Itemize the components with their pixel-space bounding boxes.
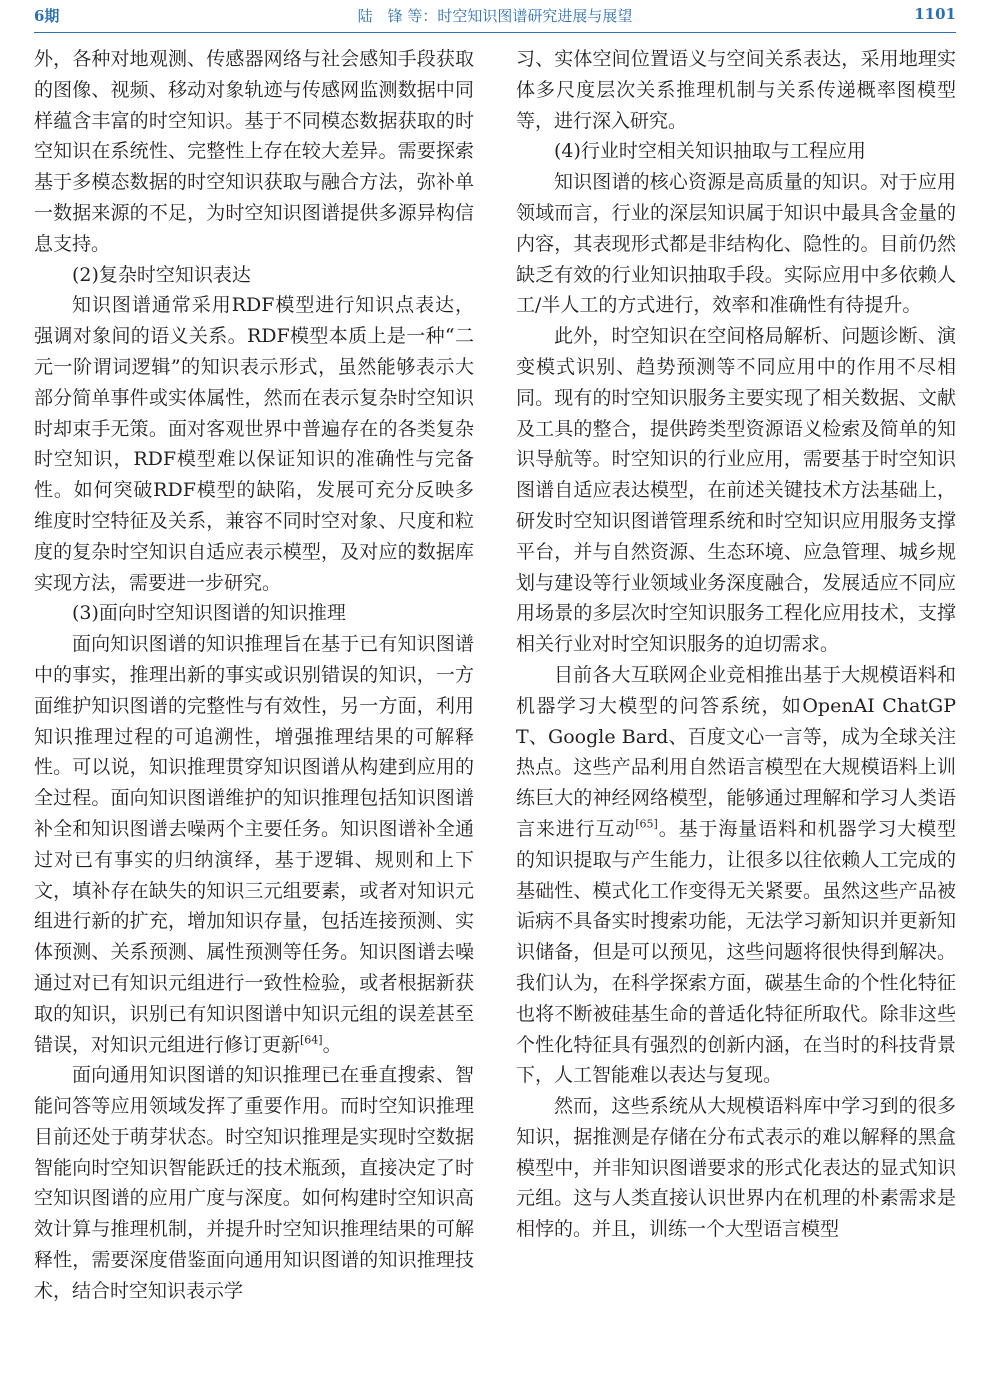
paragraph-text: 知识图谱通常采用RDF模型进行知识点表达，强调对象间的语义关系。RDF模型本质上是一种“二元一阶谓词逻辑”的知识表示形式，虽然能够表示大部分简单事件或实体属性，然而在表示复杂时空知识时却束手无策。面对客观世界中普遍存在的各类复杂时空知识，RDF模型难以保证知识的准确性与完备性。如何突破RDF模型的缺陷，发展可充分反映多维度时空特征及关系，兼容不同时空对象、尺度和粒度的复杂时空知识自适应表示模型，及对应的数据库实现方法，需要进一步研究。: [34, 294, 474, 594]
paragraph-text: 面向通用知识图谱的知识推理已在垂直搜索、智能问答等应用领域发挥了重要作用。而时空知识推理目前还处于萌芽状态。时空知识推理是实现时空数据智能向时空知识智能跃迁的技术瓶颈，直接决定了时空知识图谱的应用广度与深度。如何构建时空知识高效计算与推理机制，并提升时空知识推理结果的可解释性，需要深度借鉴面向通用知识图谱的知识推理技术，结合时空知识表示学: [34, 1064, 474, 1302]
paragraph-text: 然而，这些系统从大规模语料库中学习到的很多知识，据推测是存储在分布式表示的难以解释的黑盒模型中，并非知识图谱要求的形式化表达的显式知识元组。这与人类直接认识世界内在机理的朴素需求是相悖的。并且，训练一个大型语言模型: [516, 1095, 956, 1241]
body-paragraph: [34, 290, 474, 598]
body-paragraph: [516, 321, 956, 660]
citation-ref: [65]: [635, 817, 658, 831]
section-heading: [34, 260, 474, 291]
body-paragraph: [34, 629, 474, 1060]
section-heading: [34, 598, 474, 629]
paragraph-tail: 。基于海量语料和机器学习大模型的知识提取与产生能力，让很多以往依赖人工完成的基础性、模式化工作变得无关紧要。虽然这些产品被诟病不具备实时搜索功能，无法学习新知识并更新知识储备，但是可以预见，这些问题将很快得到解决。我们认为，在科学探索方面，碳基生命的个性化特征也将不断被硅基生命的普适化特征所取代。除非这些个性化特征具有强烈的创新内涵，在当时的科技背景下，人工智能难以表达与复现。: [516, 817, 956, 1087]
issue-label: 6期: [34, 7, 60, 25]
running-title: 陆 锋 等：时空知识图谱研究进展与展望: [357, 7, 633, 25]
paragraph-text: 面向知识图谱的知识推理旨在基于已有知识图谱中的事实，推理出新的事实或识别错误的知识，一方面维护知识图谱的完整性与有效性，另一方面，利用知识推理过程的可追溯性，增强推理结果的可解释性。可以说，知识推理贯穿知识图谱从构建到应用的全过程。面向知识图谱维护的知识推理包括知识图谱补全和知识图谱去噪两个主要任务。知识图谱补全通过对已有事实的归纳演绎，基于逻辑、规则和上下文，填补存在缺失的知识三元组要素，或者对知识元组进行新的扩充，增加知识存量，包括连接预测、实体预测、关系预测、属性预测等任务。知识图谱去噪通过对已有知识元组进行一致性检验，或者根据新获取的知识，识别已有知识图谱中知识元组的误差甚至错误，对知识元组进行修订更新: [34, 633, 474, 1056]
left-column: [34, 44, 474, 1383]
paragraph-tail: 。: [322, 1033, 342, 1056]
paragraph-text: 目前各大互联网企业竞相推出基于大规模语料和机器学习大模型的问答系统，如OpenAI ChatGPT、Google Bard、百度文心一言等，成为全球关注热点。这些产品利用自然语言模型在大规模语料上训练巨大的神经网络模型，能够通过理解和学习人类语言来进行互动: [516, 663, 956, 840]
paragraph-text: 知识图谱的核心资源是高质量的知识。对于应用领域而言，行业的深层知识属于知识中最具含金量的内容，其表现形式都是非结构化、隐性的。目前仍然缺乏有效的行业知识抽取手段。实际应用中多依赖人工/半人工的方式进行，效率和准确性有待提升。: [516, 171, 956, 317]
paragraph-text: (3)面向时空知识图谱的知识推理: [72, 602, 346, 625]
running-header: [34, 0, 956, 32]
paragraph-text: 此外，时空知识在空间格局解析、问题诊断、演变模式识别、趋势预测等不同应用中的作用不尽相同。现有的时空知识服务主要实现了相关数据、文献及工具的整合，提供跨类型资源语义检索及简单的知识导航等。时空知识的行业应用，需要基于时空知识图谱自适应表达模型，在前述关键技术方法基础上，研发时空知识图谱管理系统和时空知识应用服务支撑平台，并与自然资源、生态环境、应急管理、城乡规划与建设等行业领域业务深度融合，发展适应不同应用场景的多层次时空知识服务工程化应用技术，支撑相关行业对时空知识服务的迫切需求。: [516, 325, 956, 656]
right-column: [516, 44, 956, 1383]
body-paragraph: [516, 660, 956, 1091]
body-paragraph: [34, 44, 474, 260]
page-number: 1101: [914, 5, 956, 23]
paragraph-text: (4)行业时空相关知识抽取与工程应用: [554, 140, 866, 163]
paragraph-text: 外，各种对地观测、传感器网络与社会感知手段获取的图像、视频、移动对象轨迹与传感网监测数据中同样蕴含丰富的时空知识。基于不同模态数据获取的时空知识在系统性、完整性上存在较大差异。需要探索基于多模态数据的时空知识获取与融合方法，弥补单一数据来源的不足，为时空知识图谱提供多源异构信息支持。: [34, 48, 474, 255]
body-paragraph: [34, 1060, 474, 1306]
body-paragraph: [516, 1091, 956, 1245]
paragraph-text: (2)复杂时空知识表达: [72, 263, 251, 286]
section-heading: [516, 136, 956, 167]
header-rule: [34, 32, 956, 33]
citation-ref: [64]: [300, 1033, 323, 1047]
body-paragraph: [516, 44, 956, 136]
body-paragraph: [516, 167, 956, 321]
paragraph-text: 习、实体空间位置语义与空间关系表达，采用地理实体多尺度层次关系推理机制与关系传递概率图模型等，进行深入研究。: [516, 48, 956, 132]
